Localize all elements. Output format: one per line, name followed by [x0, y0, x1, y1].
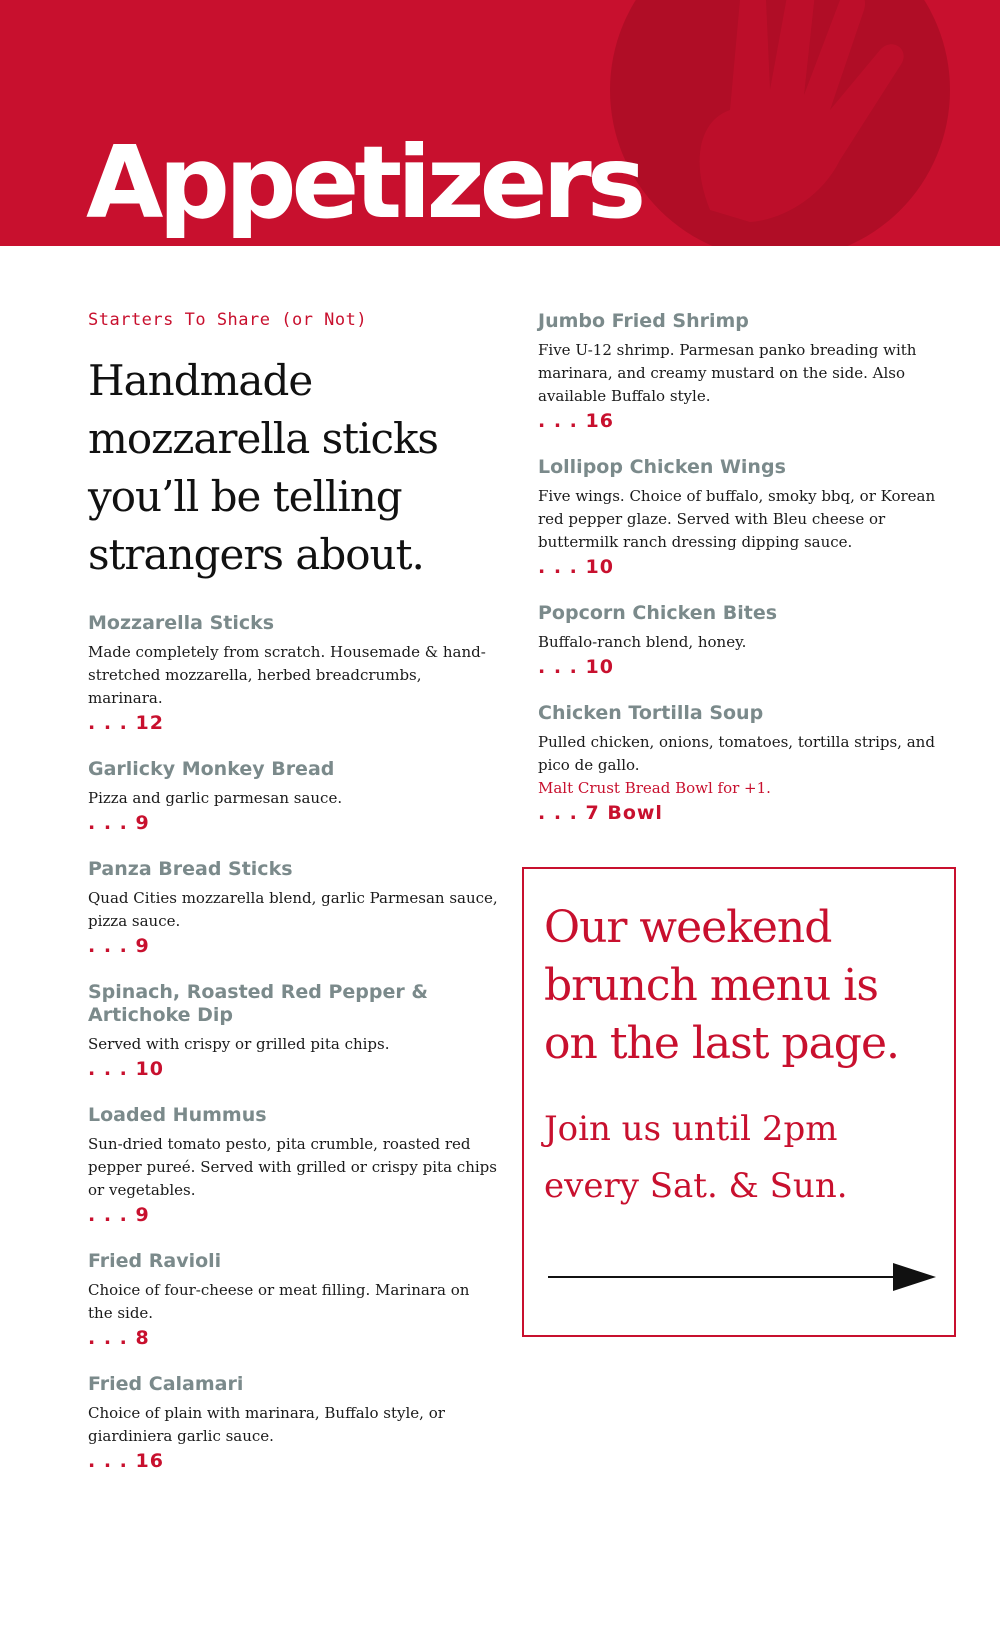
menu-item — [88, 1373, 498, 1474]
item-name: Loaded Hummus — [88, 1104, 267, 1126]
item-description: Made completely from scratch. Housemade & hand-stretched mozzarella, herbed breadcrumbs, marinara. — [88, 643, 486, 707]
item-price: . . . 10 — [538, 656, 614, 678]
menu-item — [88, 858, 498, 959]
item-description: Sun-dried tomato pesto, pita crumble, roasted red pepper pureé. Served with grilled or crispy pita chips or vegetables. — [88, 1135, 497, 1199]
section-kicker: Starters To Share (or Not) — [88, 310, 368, 330]
item-description: Pulled chicken, onions, tomatoes, tortilla strips, and pico de gallo. — [538, 733, 935, 774]
item-price: . . . 12 — [88, 712, 164, 734]
item-name: Fried Ravioli — [88, 1250, 222, 1272]
item-name: Panza Bread Sticks — [88, 858, 293, 880]
brunch-promo-box — [522, 867, 956, 1337]
item-name: Lollipop Chicken Wings — [538, 456, 786, 478]
right-column — [538, 310, 958, 848]
item-name: Spinach, Roasted Red Pepper & Artichoke Dip — [88, 981, 428, 1026]
item-price: . . . 10 — [88, 1058, 164, 1080]
menu-item — [538, 702, 958, 826]
item-description: Served with crispy or grilled pita chips. — [88, 1035, 390, 1053]
page-title: Appetizers — [86, 124, 642, 241]
item-price: . . . 8 — [88, 1327, 150, 1349]
item-price: . . . 9 — [88, 935, 150, 957]
item-price: . . . 10 — [538, 556, 614, 578]
item-description: Choice of plain with marinara, Buffalo style, or giardiniera garlic sauce. — [88, 1404, 445, 1445]
promo-subtext: Join us until 2pm every Sat. & Sun. — [544, 1109, 848, 1206]
arrow-right-icon — [548, 1257, 938, 1297]
handprint-icon — [590, 0, 970, 246]
item-price: . . . 9 — [88, 812, 150, 834]
header-banner — [0, 0, 1000, 246]
item-price: . . . 9 — [88, 1204, 150, 1226]
item-description: Five wings. Choice of buffalo, smoky bbq, or Korean red pepper glaze. Served with Bleu cheese or buttermilk ranch dressing dipping sauce. — [538, 487, 936, 551]
item-name: Popcorn Chicken Bites — [538, 602, 778, 624]
item-price: . . . 16 — [538, 410, 614, 432]
item-name: Mozzarella Sticks — [88, 612, 275, 634]
promo-headline: Our weekend brunch menu is on the last page. — [544, 902, 900, 1069]
menu-item — [88, 1104, 498, 1228]
menu-item — [88, 1250, 498, 1351]
item-name: Jumbo Fried Shrimp — [538, 310, 749, 332]
item-name: Fried Calamari — [88, 1373, 244, 1395]
item-note: Malt Crust Bread Bowl for +1. — [538, 779, 771, 797]
menu-item — [538, 602, 958, 680]
item-description: Buffalo-ranch blend, honey. — [538, 633, 747, 651]
menu-item — [538, 456, 958, 580]
item-name: Garlicky Monkey Bread — [88, 758, 335, 780]
item-description: Pizza and garlic parmesan sauce. — [88, 789, 343, 807]
item-name: Chicken Tortilla Soup — [538, 702, 764, 724]
menu-item — [88, 981, 498, 1082]
left-column — [88, 310, 498, 1496]
section-headline: Handmade mozzarella sticks you’ll be telling strangers about. — [88, 356, 438, 579]
menu-item — [538, 310, 958, 434]
item-price: . . . 7 Bowl — [538, 802, 663, 824]
item-description: Choice of four-cheese or meat filling. Marinara on the side. — [88, 1281, 470, 1322]
item-price: . . . 16 — [88, 1450, 164, 1472]
item-description: Quad Cities mozzarella blend, garlic Parmesan sauce, pizza sauce. — [88, 889, 498, 930]
item-description: Five U-12 shrimp. Parmesan panko breading with marinara, and creamy mustard on the side. Also available Buffalo style. — [538, 341, 917, 405]
menu-item — [88, 758, 498, 836]
menu-item — [88, 612, 498, 736]
